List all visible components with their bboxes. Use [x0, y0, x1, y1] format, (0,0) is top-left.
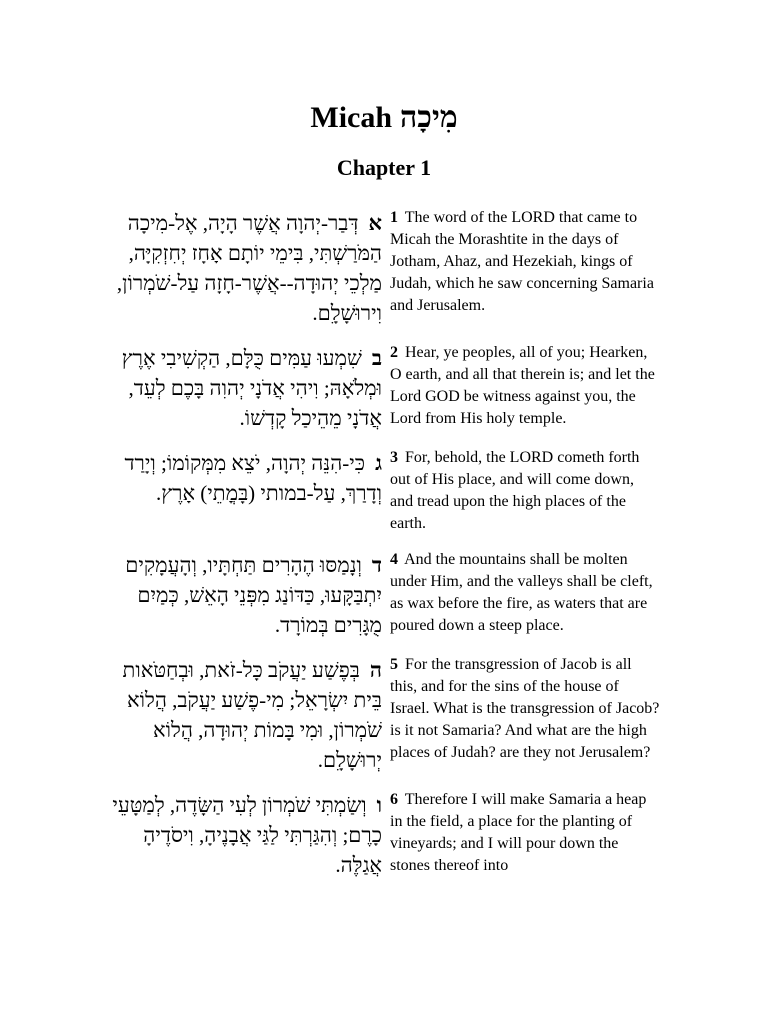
- hebrew-verse-text: בְּפֶשַׁע יַעֲקֹב כָּל-זֹאת, וּבְחַטֹּאות בֵּית יִשְׂרָאֵל; מִי-פֶשַׁע יַעֲקֹב, הֲלוֹא שֹׁמְרוֹן, וּמִי בָּמוֹת יְהוּדָה, הֲלוֹא יְרוּשָׁלִָם.: [122, 658, 382, 772]
- book-title: [0, 96, 768, 140]
- hebrew-verse-number: א: [368, 211, 382, 235]
- english-verse-text: Hear, ye peoples, all of you; Hearken, O earth, and all that therein is; and let the Lord GOD be witness against you, the Lord from His holy temple.: [390, 344, 655, 427]
- hebrew-verse-text: וְשַׂמְתִּי שֹׁמְרוֹן לְעִי הַשָּׂדֶה, לְמַטָּעֵי כָרֶם; וְהִגַּרְתִּי לַגַּי אֲבָנֶיהָ, וִיסֹדֶיהָ אֲגַלֶּה.: [112, 793, 382, 877]
- verse-list: [100, 207, 660, 894]
- english-verse-text: For the transgression of Jacob is all this, and for the sins of the house of Israel. What is the transgression of Jacob? is it not Samaria? And what are the high places of Judah? are they not Jerusalem?: [390, 656, 660, 761]
- english-verse-2: [390, 342, 660, 430]
- hebrew-verse-2: [100, 342, 382, 433]
- verse-1: [100, 207, 660, 328]
- verse-4: [100, 549, 660, 640]
- verse-number: 2: [390, 344, 398, 361]
- hebrew-verse-1: [100, 207, 382, 328]
- english-verse-1: [390, 207, 660, 317]
- verse-number: 5: [390, 656, 398, 673]
- verse-2: [100, 342, 660, 433]
- english-verse-text: Therefore I will make Samaria a heap in the field, a place for the planting of vineyards; and I will pour down the stones thereof into: [390, 791, 647, 874]
- chapter-heading: Chapter 1: [336, 155, 432, 180]
- verse-number: 3: [390, 449, 398, 466]
- hebrew-verse-number: ד: [371, 553, 382, 577]
- verse-5: [100, 654, 660, 775]
- english-verse-text: The word of the LORD that came to Micah the Morashtite in the days of Jotham, Ahaz, and Hezekiah, kings of Judah, which he saw concerning Samaria and Jerusalem.: [390, 209, 654, 314]
- verse-number: 4: [390, 551, 398, 568]
- english-verse-text: And the mountains shall be molten under Him, and the valleys shall be cleft, as wax before the fire, as waters that are poured down a steep place.: [390, 551, 653, 634]
- hebrew-verse-text: וְנָמַסּוּ הֶהָרִים תַּחְתָּיו, וְהָעֲמָקִים יִתְבַּקָּעוּ, כַּדּוֹנַג מִפְּנֵי הָאֵשׁ, כְּמַיִם מֻגָּרִים בְּמוֹרָד.: [125, 553, 382, 637]
- hebrew-verse-3: [100, 447, 382, 508]
- hebrew-verse-6: [100, 789, 382, 880]
- english-verse-3: [390, 447, 660, 535]
- english-verse-6: [390, 789, 660, 877]
- english-verse-5: [390, 654, 660, 764]
- english-verse-text: For, behold, the LORD cometh forth out of His place, and will come down, and tread upon the high places of the earth.: [390, 449, 640, 532]
- hebrew-verse-number: ו: [376, 793, 382, 817]
- book-title-english: Micah: [310, 101, 393, 134]
- verse-number: 1: [390, 209, 398, 226]
- hebrew-verse-5: [100, 654, 382, 775]
- hebrew-verse-text: כִּי-הִנֵּה יְהוָה, יֹצֵא מִמְּקוֹמוֹ; וְיָרַד וְדָרַךְ, עַל-במותי (בָּמֳתֵי) אָרֶץ.: [124, 451, 382, 505]
- verse-number: 6: [390, 791, 398, 808]
- verse-3: [100, 447, 660, 535]
- hebrew-verse-text: שִׁמְעוּ עַמִּים כֻּלָּם, הַקְשִׁיבִי אֶרֶץ וּמְלֹאָהּ; וִיהִי אֲדֹנָי יְהוִה בָּכֶם לְעֵד, אֲדֹנָי מֵהֵיכַל קָדְשׁוֹ.: [121, 346, 382, 430]
- english-verse-4: [390, 549, 660, 637]
- hebrew-verse-number: ה: [369, 658, 382, 682]
- verse-6: [100, 789, 660, 880]
- hebrew-verse-text: דְּבַר-יְהוָה אֲשֶׁר הָיָה, אֶל-מִיכָה הַמֹּרַשְׁתִּי, בִּימֵי יוֹתָם אָחָז יְחִזְקִיָּה, מַלְכֵי יְהוּדָה--אֲשֶׁר-חָזָה עַל-שֹׁמְרוֹן, וִירוּשָׁלִָם.: [116, 211, 382, 325]
- hebrew-verse-number: ב: [371, 346, 382, 370]
- book-title-hebrew: מִיכָה: [400, 101, 458, 134]
- hebrew-verse-number: ג: [375, 451, 382, 475]
- hebrew-verse-4: [100, 549, 382, 640]
